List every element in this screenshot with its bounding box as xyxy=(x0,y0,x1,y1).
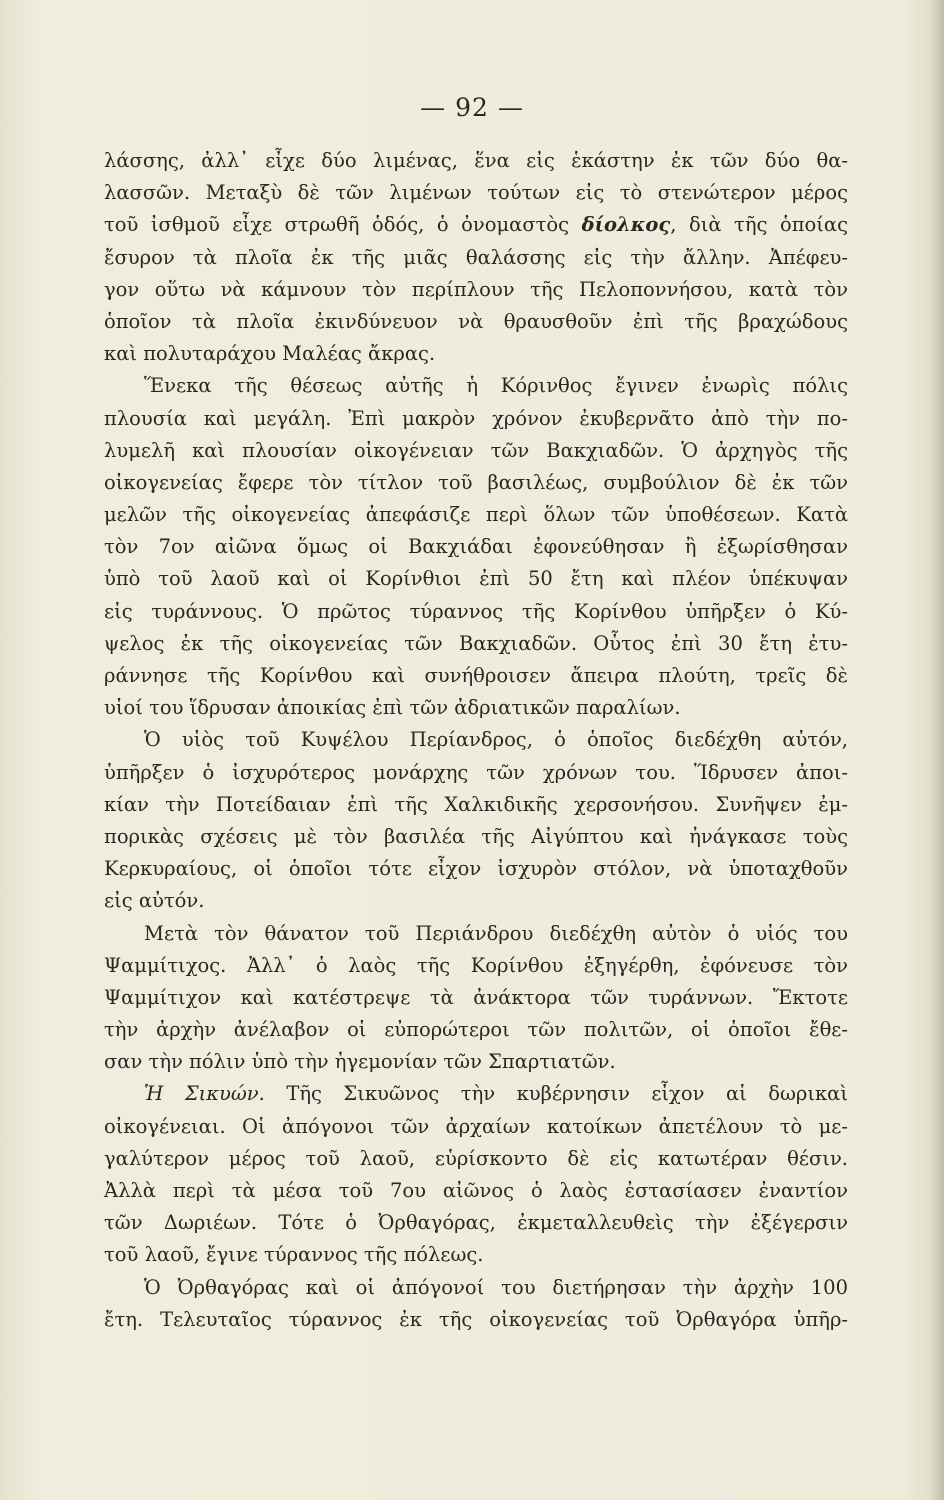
text-line: τῶν Δωριέων. Τότε ὁ Ὀρθαγόρας, ἐκμεταλλευθεὶς τὴν ἐξέγερσιν xyxy=(104,1211,848,1235)
text-line: Ψαμμίτιχος. Ἀλλ᾽ ὁ λαὸς τῆς Κορίνθου ἐξηγέρθη, ἐφόνευσε τὸν xyxy=(104,953,848,977)
text-line: ἔτη. Τελευταῖος τύραννος ἐκ τῆς οἰκογενείας τοῦ Ὀρθαγόρα ὑπῆρ- xyxy=(104,1307,848,1331)
paragraph-3 xyxy=(104,724,848,917)
text-line: πορικὰς σχέσεις μὲ τὸν βασιλέα τῆς Αἰγύπτου καὶ ἠνάγκασε τοὺς xyxy=(104,824,848,848)
text-line: τοῦ λαοῦ, ἔγινε τύραννος τῆς πόλεως. xyxy=(104,1243,484,1267)
text-line: καὶ πολυταράχου Μαλέας ἄκρας. xyxy=(104,342,436,366)
text-line: μελῶν τῆς οἰκογενείας ἀπεφάσιζε περὶ ὅλων τῶν ὑποθέσεων. Κατὰ xyxy=(104,503,848,527)
section-label: Ἡ Σικυών. xyxy=(144,1082,265,1106)
text-line: Ἕνεκα τῆς θέσεως αὐτῆς ἡ Κόρινθος ἔγινεν ἐνωρὶς πόλις xyxy=(144,374,848,398)
paragraph-2 xyxy=(104,370,848,724)
text-line: Ὁ υἱὸς τοῦ Κυψέλου Περίανδρος, ὁ ὁποῖος διεδέχθη αὐτόν, xyxy=(144,728,848,752)
page-edge-shadow xyxy=(930,0,944,1500)
text-line: Ψαμμίτιχον καὶ κατέστρεψε τὰ ἀνάκτορα τῶν τυράννων. Ἔκτοτε xyxy=(104,985,848,1009)
text-line: ὁποῖον τὰ πλοῖα ἐκινδύνευον νὰ θραυσθοῦν ἐπὶ τῆς βραχώδους xyxy=(104,309,848,333)
text-line: εἰς αὐτόν. xyxy=(104,889,205,913)
text-line: τὴν ἀρχὴν ἀνέλαβον οἱ εὐπορώτεροι τῶν πολιτῶν, οἱ ὁποῖοι ἔθε- xyxy=(104,1018,848,1042)
text-line: ὑπὸ τοῦ λαοῦ καὶ οἱ Κορίνθιοι ἐπὶ 50 ἔτη καὶ πλέον ὑπέκυψαν xyxy=(104,567,848,591)
text-line xyxy=(104,209,848,241)
text-line: γαλύτερον μέρος τοῦ λαοῦ, εὑρίσκοντο δὲ εἰς κατωτέραν θέσιν. xyxy=(104,1146,848,1170)
text-line: ψελος ἐκ τῆς οἰκογενείας τῶν Βακχιαδῶν. Οὗτος ἐπὶ 30 ἔτη ἐτυ- xyxy=(104,631,848,655)
text-run: , διὰ τῆς ὁποίας xyxy=(670,213,848,237)
emphasized-term: δίολκος xyxy=(581,213,671,237)
text-line: Μετὰ τὸν θάνατον τοῦ Περιάνδρου διεδέχθη αὐτὸν ὁ υἱός του xyxy=(144,921,848,945)
text-line: τὸν 7ον αἰῶνα ὅμως οἱ Βακχιάδαι ἐφονεύθησαν ἢ ἐξωρίσθησαν xyxy=(104,535,848,559)
paragraph-1 xyxy=(104,145,848,370)
text-line: λασσῶν. Μεταξὺ δὲ τῶν λιμένων τούτων εἰς τὸ στενώτερον μέρος xyxy=(104,181,848,205)
paragraph-4 xyxy=(104,918,848,1079)
text-line: ἔσυρον τὰ πλοῖα ἐκ τῆς μιᾶς θαλάσσης εἰς τὴν ἄλλην. Ἀπέφευ- xyxy=(104,245,848,269)
text-line: λυμελῆ καὶ πλουσίαν οἰκογένειαν τῶν Βακχιαδῶν. Ὁ ἀρχηγὸς τῆς xyxy=(104,438,848,462)
text-line: Κερκυραίους, οἱ ὁποῖοι τότε εἶχον ἰσχυρὸν στόλον, νὰ ὑποταχθοῦν xyxy=(104,857,848,881)
text-line xyxy=(104,1078,848,1110)
text-line: Ὁ Ὀρθαγόρας καὶ οἱ ἀπόγονοί του διετήρησαν τὴν ἀρχὴν 100 xyxy=(144,1275,848,1299)
text-line: οἰκογενείας ἔφερε τὸν τίτλον τοῦ βασιλέως, συμβούλιον δὲ ἐκ τῶν xyxy=(104,470,848,494)
paragraph-6 xyxy=(104,1272,848,1336)
text-line: κίαν τὴν Ποτείδαιαν ἐπὶ τῆς Χαλκιδικῆς χερσονήσου. Συνῆψεν ἐμ- xyxy=(104,792,848,816)
paragraph-5 xyxy=(104,1078,848,1271)
body-text xyxy=(104,145,848,1336)
text-line: εἰς τυράννους. Ὁ πρῶτος τύραννος τῆς Κορίνθου ὑπῆρξεν ὁ Κύ- xyxy=(104,599,848,623)
text-line: ὑπῆρξεν ὁ ἰσχυρότερος μονάρχης τῶν χρόνων του. Ἵδρυσεν ἀποι- xyxy=(104,760,848,784)
text-run: τοῦ ἰσθμοῦ εἶχε στρωθῆ ὁδός, ὁ ὀνομαστὸς xyxy=(104,213,582,237)
text-line: ράννησε τῆς Κορίνθου καὶ συνήθροισεν ἄπειρα πλούτη, τρεῖς δὲ xyxy=(104,664,848,687)
text-line: οἰκογένειαι. Οἱ ἀπόγονοι τῶν ἀρχαίων κατοίκων ἀπετέλουν τὸ με- xyxy=(104,1114,848,1138)
text-line: Ἀλλὰ περὶ τὰ μέσα τοῦ 7ου αἰῶνος ὁ λαὸς ἐστασίασεν ἐναντίον xyxy=(104,1179,848,1202)
text-line: λάσσης, ἀλλ᾽ εἶχε δύο λιμένας, ἕνα εἰς ἑκάστην ἐκ τῶν δύο θα- xyxy=(104,149,848,172)
page-number: — 92 — xyxy=(420,93,524,122)
text-line: σαν τὴν πόλιν ὑπὸ τὴν ἡγεμονίαν τῶν Σπαρτιατῶν. xyxy=(104,1050,616,1074)
text-line: πλουσία καὶ μεγάλη. Ἐπὶ μακρὸν χρόνον ἐκυβερνᾶτο ἀπὸ τὴν πο- xyxy=(104,406,848,430)
text-line: υἱοί του ἵδρυσαν ἀποικίας ἐπὶ τῶν ἀδριατικῶν παραλίων. xyxy=(104,696,681,720)
text-run: Τῆς Σικυῶνος τὴν κυβέρνησιν εἶχον αἱ δωρικαὶ xyxy=(264,1082,848,1106)
text-line: γον οὕτω νὰ κάμνουν τὸν περίπλουν τῆς Πελοποννήσου, κατὰ τὸν xyxy=(104,277,848,301)
